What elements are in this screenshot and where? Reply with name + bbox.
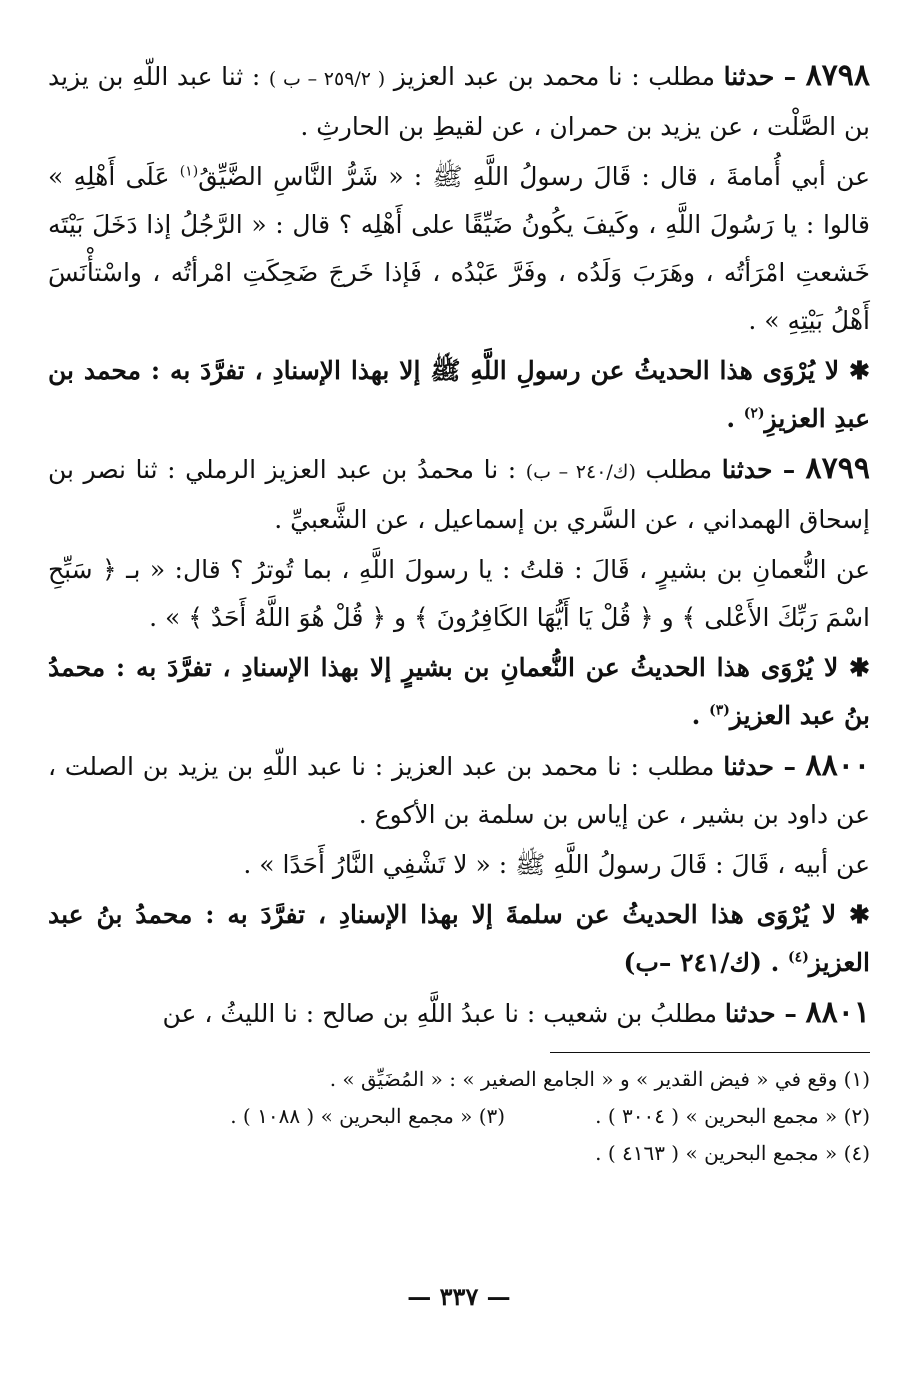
footnote-3: (٣) « مجمع البحرين » ( ١٠٨٨ ) . — [230, 1104, 506, 1128]
footnote-4: (٤) « مجمع البحرين » ( ٤١٦٣ ) . — [595, 1141, 870, 1165]
hadith-lead: حدثنا — [724, 999, 776, 1028]
hadith-8799-isnad: ٨٧٩٩ – حدثنا مطلب (ك/٢٤٠ – ب) : نا محمدُ بن عبد العزيز الرملي : ثنا نصر بن إسحاق الهمداني ، عن السَّري بن إسماعيل ، عن الشَّعبيِّ . — [48, 451, 870, 534]
hadith-number: ٨٧٩٨ — [805, 58, 871, 93]
hadith-number: ٨٧٩٩ — [805, 451, 870, 486]
footnotes — [48, 1061, 870, 1172]
manuscript-ref: ( ٢٥٩/٢ – ب ) — [268, 68, 386, 90]
footnote-2: (٢) « مجمع البحرين » ( ٣٠٠٤ ) . — [595, 1104, 870, 1128]
hadith-8798-matn: عن أبي أُمامةَ ، قال : قَالَ رسولُ اللَّهِ ﷺ : « شَرُّ النَّاسِ الضَّيِّقُ$^{(١)}$ عَلَى أَهْلِهِ » قالوا : يا رَسُولَ اللَّهِ ، وكَيفَ يكُونُ ضَيِّقًا على أَهْلِه ؟ قال : « الرَّجُلُ إذا دَخَلَ بَيْتَه خَشعتِ امْرَأتُه ، وهَرَبَ وَلَدُه ، وفَرَّ عَبْدُه ، فَإذا خَرجَ ضَحِكَتِ امْرأتُه ، واسْتأْنَسَ أَهْلُ بَيْتِهِ » . — [48, 162, 870, 335]
hadith-8798-isnad: ٨٧٩٨ – حدثنا مطلب : نا محمد بن عبد العزيز ( ٢٥٩/٢ – ب ) : ثنا عبد اللّهِ بن يزيد بن الصَّلْت ، عن يزيد بن حمران ، عن لقيطِ بن الحارثِ . — [48, 58, 871, 141]
hadith-8799-comment: ✱ لا يُرْوَى هذا الحديثُ عن النُّعمانِ بن بشيرٍ إلا بهذا الإسنادِ ، تفرَّدَ به : محمدُ بنُ عبد العزيز$^{(٣)}$ . — [48, 653, 870, 730]
hadith-lead: حدثنا — [721, 455, 773, 484]
hadith-8800-comment: ✱ لا يُرْوَى هذا الحديثُ عن سلمةَ إلا بهذا الإسنادِ ، تفرَّدَ به : محمدُ بنُ عبد العزيز$^{(٤)}$ . (ك/٢٤١ –ب) — [48, 900, 870, 977]
footnote-divider — [550, 1052, 870, 1053]
page-number: — ٣٣٧ — — [407, 1282, 511, 1311]
manuscript-ref: (ك/٢٤٠ – ب) — [525, 461, 636, 483]
footnote-marker: (٣) — [709, 702, 730, 719]
hadith-lead: حدثنا — [723, 62, 775, 91]
hadith-number: ٨٨٠١ — [805, 995, 870, 1030]
star-icon: ✱ — [838, 653, 870, 682]
hadith-lead: حدثنا — [723, 752, 774, 781]
hadith-8800-matn: عن أبيه ، قَالَ : قَالَ رسولُ اللَّهِ ﷺ : « لا تَشْفِي النَّارُ أَحَدًا » . — [243, 850, 870, 879]
star-icon: ✱ — [836, 900, 870, 929]
hadith-8800-isnad: ٨٨٠٠ – حدثنا مطلب : نا محمد بن عبد العزيز : نا عبد اللّهِ بن يزيد بن الصلت ، عن داود بن بشير ، عن إياس بن سلمة بن الأكوع . — [48, 748, 870, 829]
footnote-marker: (٢) — [743, 405, 765, 422]
footnote-marker: (٤) — [788, 949, 809, 966]
hadith-8799-matn: عن النُّعمانِ بن بشيرٍ ، قَالَ : قلتُ : يا رسولَ اللَّهِ ، بما تُوترُ ؟ قال: « بـ ﴿ سَبِّحِ اسْمَ رَبِّكَ الأَعْلى ﴾ و ﴿ قُلْ يَا أَيُّهَا الكَافِرُونَ ﴾ و ﴿ قُلْ هُوَ اللَّهُ أَحَدٌ ﴾ » . — [48, 555, 870, 632]
hadith-8801-isnad: ٨٨٠١ – حدثنا مطلبُ بن شعيب : نا عبدُ اللَّهِ بن صالح : نا الليثُ ، عن — [162, 995, 870, 1030]
footnote-1: (١) وقع في « فيض القدير » و « الجامع الصغير » : « المُضَيِّق » . — [329, 1067, 870, 1091]
hadith-8798-comment: ✱ لا يُرْوَى هذا الحديثُ عن رسولِ اللَّهِ ﷺ إلا بهذا الإسنادِ ، تفرَّدَ به : محمد بن عبدِ العزيزِ$^{(٢)}$ . — [48, 356, 870, 433]
hadith-number: ٨٨٠٠ — [805, 748, 870, 783]
star-icon: ✱ — [839, 356, 870, 385]
footnote-marker: (١) — [179, 163, 199, 180]
footnote-row — [48, 1098, 870, 1135]
